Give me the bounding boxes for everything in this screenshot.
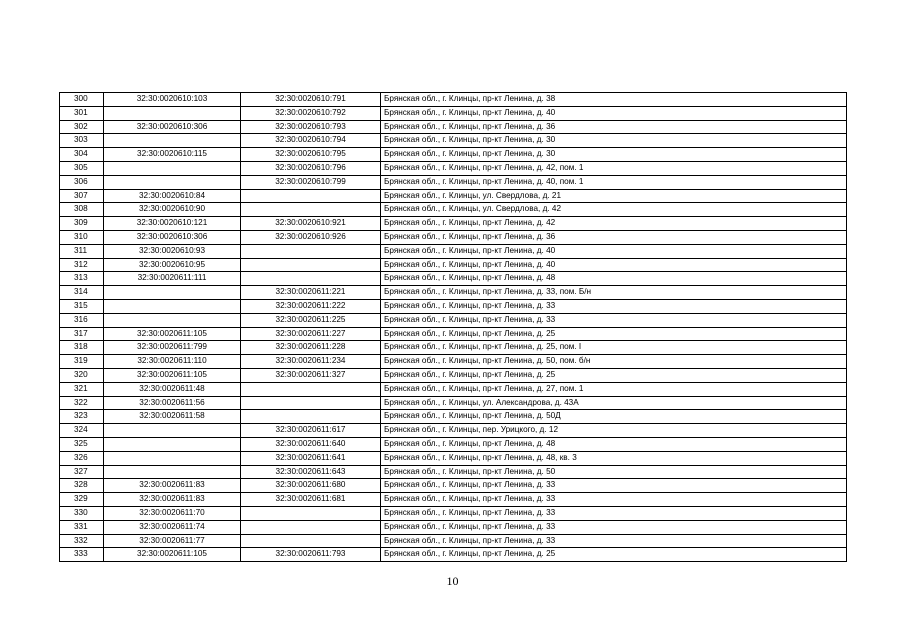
address-cell: Брянская обл., г. Клинцы, пр-кт Ленина, д. 25 [381,327,847,341]
table-row [60,286,847,300]
address-cell: Брянская обл., г. Клинцы, пр-кт Ленина, д. 33 [381,506,847,520]
building-cadastral-cell: 32:30:0020611:680 [241,479,381,493]
land-cadastral-cell: 32:30:0020611:83 [104,479,241,493]
land-cadastral-cell [104,134,241,148]
address-cell: Брянская обл., г. Клинцы, пр-кт Ленина, д. 25, пом. I [381,341,847,355]
land-cadastral-cell: 32:30:0020610:121 [104,217,241,231]
table-row [60,148,847,162]
address-cell: Брянская обл., г. Клинцы, пр-кт Ленина, д. 33, пом. Б/н [381,286,847,300]
table-row [60,506,847,520]
table-row [60,396,847,410]
building-cadastral-cell [241,534,381,548]
table-row [60,534,847,548]
row-number-cell: 322 [60,396,104,410]
table-row [60,93,847,107]
land-cadastral-cell [104,451,241,465]
address-cell: Брянская обл., г. Клинцы, пр-кт Ленина, д. 30 [381,148,847,162]
building-cadastral-cell [241,506,381,520]
row-number-cell: 330 [60,506,104,520]
land-cadastral-cell: 32:30:0020611:110 [104,355,241,369]
row-number-cell: 332 [60,534,104,548]
address-cell: Брянская обл., г. Клинцы, пр-кт Ленина, д. 40 [381,106,847,120]
address-cell: Брянская обл., г. Клинцы, ул. Свердлова, д. 42 [381,203,847,217]
table-row [60,120,847,134]
row-number-cell: 328 [60,479,104,493]
land-cadastral-cell [104,437,241,451]
address-cell: Брянская обл., г. Клинцы, пр-кт Ленина, д. 40, пом. 1 [381,175,847,189]
land-cadastral-cell: 32:30:0020610:93 [104,244,241,258]
row-number-cell: 308 [60,203,104,217]
land-cadastral-cell: 32:30:0020611:83 [104,493,241,507]
address-cell: Брянская обл., г. Клинцы, пр-кт Ленина, д. 48, кв. 3 [381,451,847,465]
address-cell: Брянская обл., г. Клинцы, пр-кт Ленина, д. 25 [381,368,847,382]
row-number-cell: 310 [60,230,104,244]
land-cadastral-cell: 32:30:0020610:306 [104,230,241,244]
table-row [60,451,847,465]
building-cadastral-cell: 32:30:0020611:234 [241,355,381,369]
building-cadastral-cell: 32:30:0020611:641 [241,451,381,465]
building-cadastral-cell [241,272,381,286]
land-cadastral-cell [104,106,241,120]
building-cadastral-cell: 32:30:0020611:617 [241,424,381,438]
building-cadastral-cell: 32:30:0020610:921 [241,217,381,231]
address-cell: Брянская обл., г. Клинцы, пр-кт Ленина, д. 33 [381,313,847,327]
row-number-cell: 331 [60,520,104,534]
building-cadastral-cell: 32:30:0020611:228 [241,341,381,355]
row-number-cell: 324 [60,424,104,438]
land-cadastral-cell: 32:30:0020610:103 [104,93,241,107]
row-number-cell: 319 [60,355,104,369]
land-cadastral-cell: 32:30:0020611:111 [104,272,241,286]
table-row [60,327,847,341]
building-cadastral-cell [241,520,381,534]
table-row [60,299,847,313]
row-number-cell: 311 [60,244,104,258]
table-row [60,175,847,189]
building-cadastral-cell: 32:30:0020611:222 [241,299,381,313]
address-cell: Брянская обл., г. Клинцы, пр-кт Ленина, д. 33 [381,534,847,548]
table-row [60,230,847,244]
row-number-cell: 302 [60,120,104,134]
table-row [60,520,847,534]
table-row [60,134,847,148]
row-number-cell: 303 [60,134,104,148]
building-cadastral-cell: 32:30:0020611:225 [241,313,381,327]
address-cell: Брянская обл., г. Клинцы, пр-кт Ленина, д. 30 [381,134,847,148]
table-row [60,244,847,258]
land-cadastral-cell: 32:30:0020610:95 [104,258,241,272]
table-row [60,465,847,479]
building-cadastral-cell [241,258,381,272]
land-cadastral-cell: 32:30:0020611:48 [104,382,241,396]
table-row [60,161,847,175]
land-cadastral-cell: 32:30:0020611:105 [104,548,241,562]
address-cell: Брянская обл., г. Клинцы, пр-кт Ленина, д. 33 [381,520,847,534]
building-cadastral-cell: 32:30:0020611:643 [241,465,381,479]
land-cadastral-cell: 32:30:0020611:799 [104,341,241,355]
row-number-cell: 323 [60,410,104,424]
row-number-cell: 306 [60,175,104,189]
address-cell: Брянская обл., г. Клинцы, ул. Александрова, д. 43А [381,396,847,410]
row-number-cell: 312 [60,258,104,272]
building-cadastral-cell: 32:30:0020610:794 [241,134,381,148]
building-cadastral-cell: 32:30:0020610:793 [241,120,381,134]
row-number-cell: 325 [60,437,104,451]
building-cadastral-cell [241,189,381,203]
table-row [60,382,847,396]
land-cadastral-cell [104,299,241,313]
row-number-cell: 320 [60,368,104,382]
building-cadastral-cell: 32:30:0020610:795 [241,148,381,162]
row-number-cell: 301 [60,106,104,120]
row-number-cell: 333 [60,548,104,562]
building-cadastral-cell [241,203,381,217]
row-number-cell: 307 [60,189,104,203]
table-row [60,493,847,507]
row-number-cell: 329 [60,493,104,507]
table-row [60,437,847,451]
address-cell: Брянская обл., г. Клинцы, ул. Свердлова, д. 21 [381,189,847,203]
row-number-cell: 305 [60,161,104,175]
land-cadastral-cell [104,161,241,175]
address-cell: Брянская обл., г. Клинцы, пр-кт Ленина, д. 48 [381,272,847,286]
building-cadastral-cell: 32:30:0020610:796 [241,161,381,175]
row-number-cell: 313 [60,272,104,286]
table-row [60,203,847,217]
row-number-cell: 318 [60,341,104,355]
building-cadastral-cell: 32:30:0020611:327 [241,368,381,382]
land-cadastral-cell [104,313,241,327]
address-cell: Брянская обл., г. Клинцы, пр-кт Ленина, д. 36 [381,230,847,244]
land-cadastral-cell [104,424,241,438]
building-cadastral-cell: 32:30:0020611:681 [241,493,381,507]
address-cell: Брянская обл., г. Клинцы, пр-кт Ленина, д. 40 [381,244,847,258]
row-number-cell: 315 [60,299,104,313]
building-cadastral-cell: 32:30:0020611:640 [241,437,381,451]
table-row [60,548,847,562]
building-cadastral-cell: 32:30:0020611:793 [241,548,381,562]
address-cell: Брянская обл., г. Клинцы, пр-кт Ленина, д. 33 [381,493,847,507]
row-number-cell: 327 [60,465,104,479]
table-row [60,313,847,327]
address-cell: Брянская обл., г. Клинцы, пр-кт Ленина, д. 48 [381,437,847,451]
table-row [60,258,847,272]
building-cadastral-cell: 32:30:0020610:792 [241,106,381,120]
address-cell: Брянская обл., г. Клинцы, пр-кт Ленина, д. 42 [381,217,847,231]
address-cell: Брянская обл., г. Клинцы, пр-кт Ленина, д. 27, пом. 1 [381,382,847,396]
land-cadastral-cell: 32:30:0020611:58 [104,410,241,424]
land-cadastral-cell: 32:30:0020611:77 [104,534,241,548]
building-cadastral-cell [241,382,381,396]
building-cadastral-cell: 32:30:0020611:227 [241,327,381,341]
land-cadastral-cell: 32:30:0020610:115 [104,148,241,162]
land-cadastral-cell: 32:30:0020611:70 [104,506,241,520]
land-cadastral-cell [104,175,241,189]
table-row [60,368,847,382]
land-cadastral-cell: 32:30:0020610:306 [104,120,241,134]
row-number-cell: 314 [60,286,104,300]
table-row [60,189,847,203]
table-row [60,479,847,493]
building-cadastral-cell [241,396,381,410]
row-number-cell: 317 [60,327,104,341]
address-cell: Брянская обл., г. Клинцы, пр-кт Ленина, д. 40 [381,258,847,272]
row-number-cell: 300 [60,93,104,107]
row-number-cell: 309 [60,217,104,231]
building-cadastral-cell [241,410,381,424]
address-cell: Брянская обл., г. Клинцы, пер. Урицкого, д. 12 [381,424,847,438]
table-row [60,410,847,424]
address-cell: Брянская обл., г. Клинцы, пр-кт Ленина, д. 25 [381,548,847,562]
table-row [60,341,847,355]
land-cadastral-cell: 32:30:0020611:74 [104,520,241,534]
address-cell: Брянская обл., г. Клинцы, пр-кт Ленина, д. 33 [381,299,847,313]
address-cell: Брянская обл., г. Клинцы, пр-кт Ленина, д. 50Д [381,410,847,424]
table-row [60,424,847,438]
table-row [60,272,847,286]
building-cadastral-cell [241,244,381,258]
row-number-cell: 326 [60,451,104,465]
row-number-cell: 321 [60,382,104,396]
land-cadastral-cell: 32:30:0020611:105 [104,368,241,382]
address-cell: Брянская обл., г. Клинцы, пр-кт Ленина, д. 38 [381,93,847,107]
address-cell: Брянская обл., г. Клинцы, пр-кт Ленина, д. 33 [381,479,847,493]
building-cadastral-cell: 32:30:0020610:791 [241,93,381,107]
address-cell: Брянская обл., г. Клинцы, пр-кт Ленина, д. 42, пом. 1 [381,161,847,175]
cadastral-table [59,92,847,562]
row-number-cell: 316 [60,313,104,327]
land-cadastral-cell: 32:30:0020611:56 [104,396,241,410]
address-cell: Брянская обл., г. Клинцы, пр-кт Ленина, д. 36 [381,120,847,134]
land-cadastral-cell [104,286,241,300]
table-row [60,217,847,231]
land-cadastral-cell: 32:30:0020610:90 [104,203,241,217]
land-cadastral-cell [104,465,241,479]
address-cell: Брянская обл., г. Клинцы, пр-кт Ленина, д. 50, пом. б/н [381,355,847,369]
address-cell: Брянская обл., г. Клинцы, пр-кт Ленина, д. 50 [381,465,847,479]
row-number-cell: 304 [60,148,104,162]
table-row [60,106,847,120]
table-row [60,355,847,369]
land-cadastral-cell: 32:30:0020611:105 [104,327,241,341]
building-cadastral-cell: 32:30:0020610:799 [241,175,381,189]
building-cadastral-cell: 32:30:0020610:926 [241,230,381,244]
page-number: 10 [446,574,459,588]
land-cadastral-cell: 32:30:0020610:84 [104,189,241,203]
building-cadastral-cell: 32:30:0020611:221 [241,286,381,300]
table-body [60,93,847,562]
